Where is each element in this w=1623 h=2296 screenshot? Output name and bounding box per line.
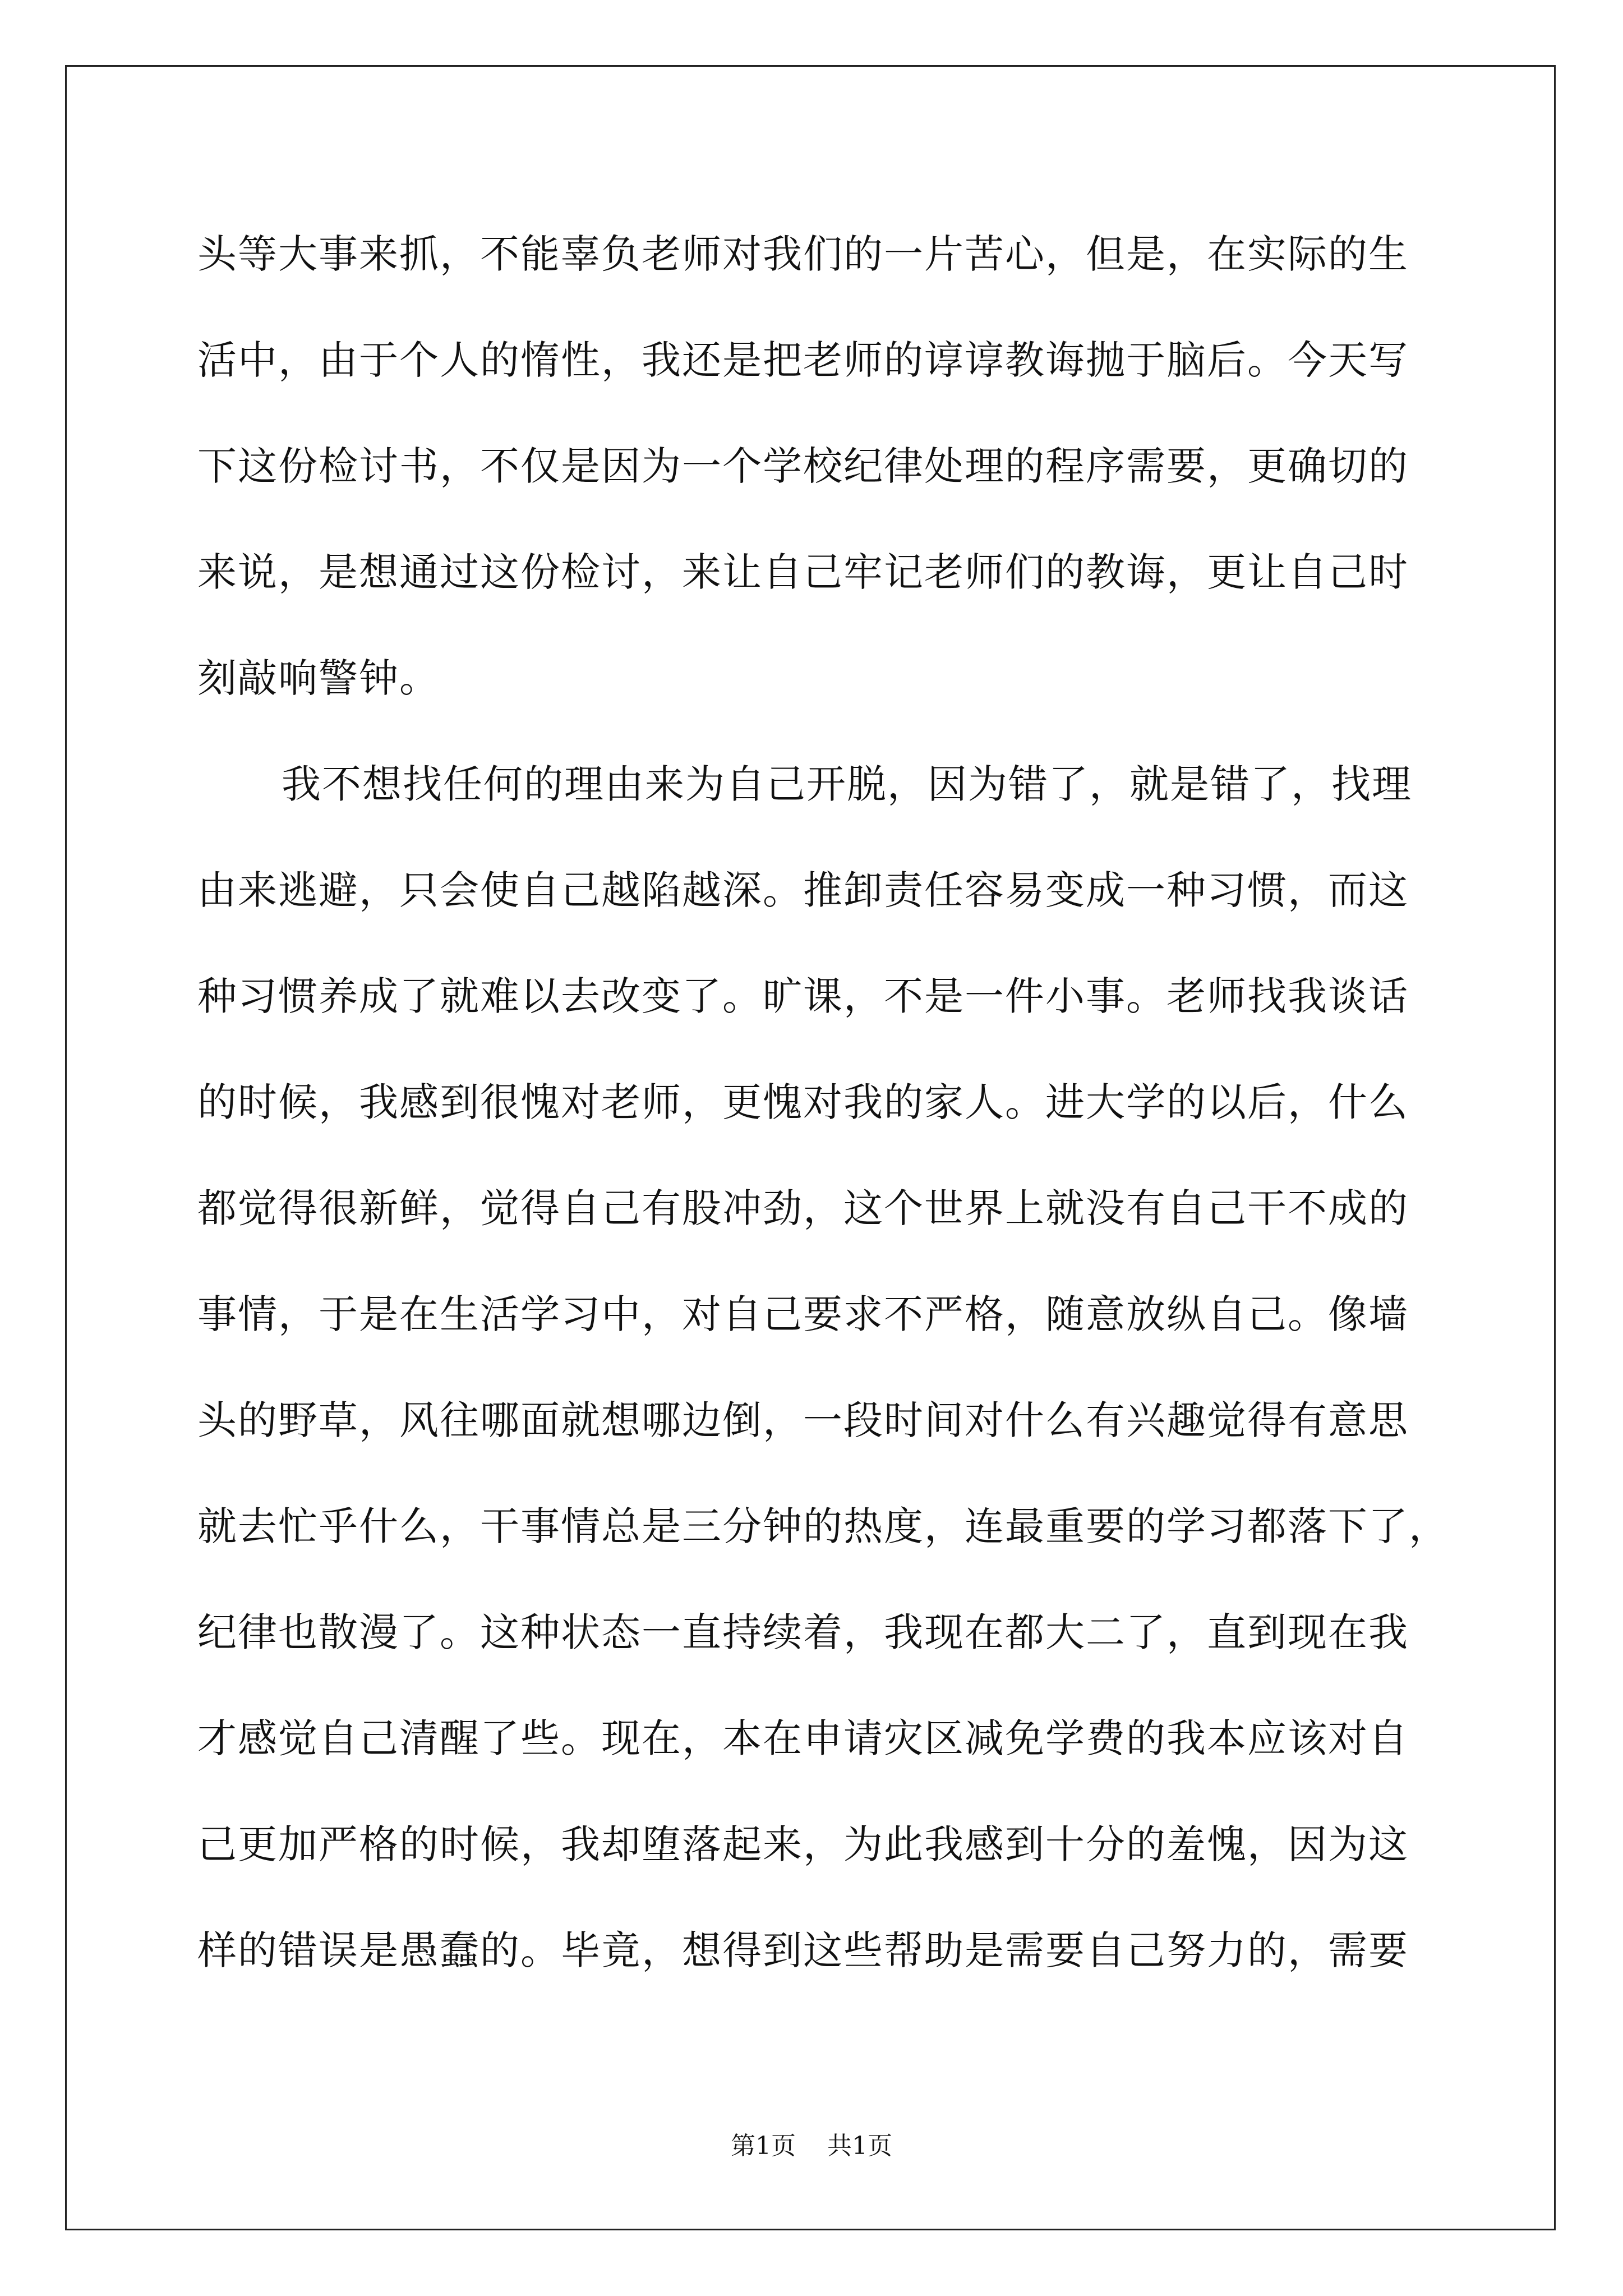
text-line: 纪律也散漫了。这种状态一直持续着，我现在都大二了，直到现在我 <box>197 1609 1409 1655</box>
text-line: 的时候，我感到很愧对老师，更愧对我的家人。进大学的以后，什么 <box>197 1079 1409 1125</box>
text-line: 活中，由于个人的惰性，我还是把老师的谆谆教诲抛于脑后。今天写 <box>197 337 1409 383</box>
paragraph-first-line: 我不想找任何的理由来为自己开脱，因为错了，就是错了，找理 <box>282 761 1412 807</box>
text-line: 种习惯养成了就难以去改变了。旷课，不是一件小事。老师找我谈话 <box>197 973 1409 1019</box>
text-line: 样的错误是愚蠢的。毕竟，想得到这些帮助是需要自己努力的，需要 <box>197 1927 1409 1973</box>
text-line: 下这份检讨书，不仅是因为一个学校纪律处理的程序需要，更确切的 <box>197 443 1409 489</box>
text-line: 事情，于是在生活学习中，对自己要求不严格，随意放纵自己。像墙 <box>197 1291 1409 1337</box>
text-line: 就去忙乎什么，干事情总是三分钟的热度，连最重要的学习都落下了， <box>197 1503 1449 1549</box>
text-line: 头等大事来抓，不能辜负老师对我们的一片苦心，但是，在实际的生 <box>197 231 1409 277</box>
text-line: 都觉得很新鲜，觉得自己有股冲劲，这个世界上就没有自己干不成的 <box>197 1185 1409 1231</box>
page-number-footer: 第1页 共1页 <box>731 2132 892 2160</box>
text-line: 刻敲响警钟。 <box>197 655 440 701</box>
document-body <box>197 206 1449 2009</box>
text-line: 才感觉自己清醒了些。现在，本在申请灾区减免学费的我本应该对自 <box>197 1715 1409 1761</box>
text-line: 由来逃避，只会使自己越陷越深。推卸责任容易变成一种习惯，而这 <box>197 867 1409 913</box>
text-line: 己更加严格的时候，我却堕落起来，为此我感到十分的羞愧，因为这 <box>197 1821 1409 1867</box>
text-line: 来说，是想通过这份检讨，来让自己牢记老师们的教诲，更让自己时 <box>197 549 1409 595</box>
text-line: 头的野草，风往哪面就想哪边倒，一段时间对什么有兴趣觉得有意思 <box>197 1397 1409 1443</box>
